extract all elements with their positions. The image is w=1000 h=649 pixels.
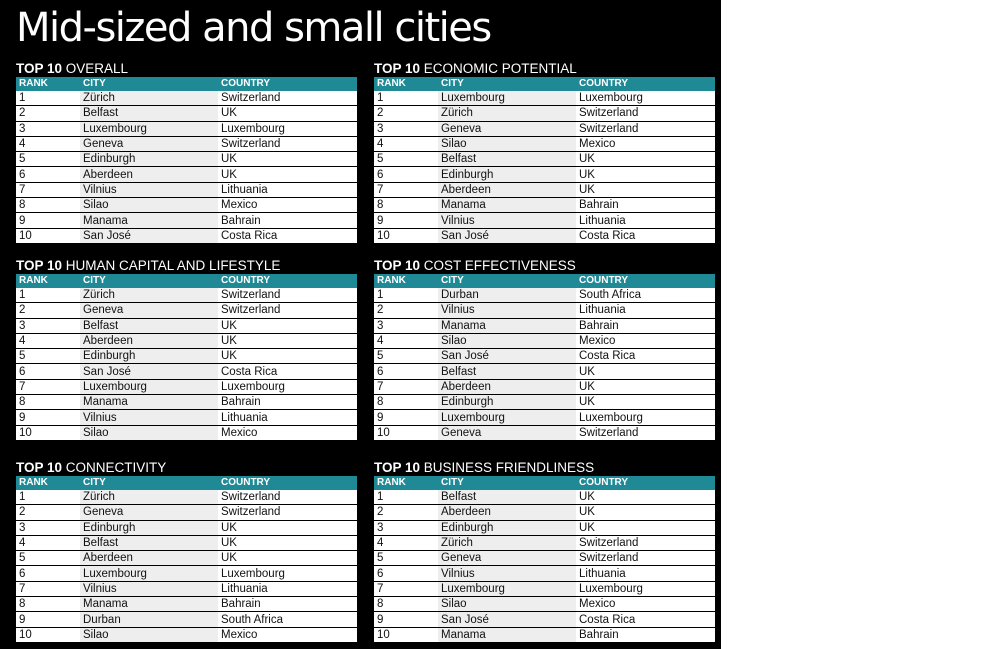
table-row bbox=[16, 106, 357, 121]
table-header-row bbox=[16, 77, 357, 91]
country-cell: Mexico bbox=[218, 425, 357, 440]
country-cell: UK bbox=[218, 333, 357, 348]
country-column-header: COUNTRY bbox=[218, 77, 357, 91]
country-cell: UK bbox=[576, 490, 715, 505]
rank-cell: 6 bbox=[16, 364, 80, 379]
rank-cell: 1 bbox=[374, 490, 438, 505]
rank-cell: 6 bbox=[16, 566, 80, 581]
table-row bbox=[16, 395, 357, 410]
city-cell: Manama bbox=[80, 597, 218, 612]
table-row bbox=[374, 182, 715, 197]
country-column-header: COUNTRY bbox=[576, 476, 715, 490]
table-heading-tag: TOP 10 bbox=[374, 460, 421, 475]
table-heading-tag: TOP 10 bbox=[16, 258, 63, 273]
rank-cell: 6 bbox=[374, 566, 438, 581]
rank-cell: 1 bbox=[16, 91, 80, 106]
table-row bbox=[374, 425, 715, 440]
country-cell: Switzerland bbox=[218, 303, 357, 318]
city-cell: Luxembourg bbox=[80, 379, 218, 394]
table-row bbox=[16, 520, 357, 535]
table-row bbox=[374, 318, 715, 333]
city-cell: Manama bbox=[80, 213, 218, 228]
table-row bbox=[16, 152, 357, 167]
city-column-header: CITY bbox=[438, 77, 576, 91]
city-cell: Aberdeen bbox=[80, 167, 218, 182]
table-row bbox=[374, 136, 715, 151]
table-header-row bbox=[16, 274, 357, 288]
city-cell: Luxembourg bbox=[80, 566, 218, 581]
table-heading bbox=[374, 258, 715, 274]
rank-cell: 1 bbox=[16, 288, 80, 303]
city-cell: Geneva bbox=[438, 551, 576, 566]
table-row bbox=[374, 535, 715, 550]
table-row bbox=[16, 198, 357, 213]
city-cell: Manama bbox=[438, 318, 576, 333]
city-cell: Vilnius bbox=[438, 566, 576, 581]
country-cell: Bahrain bbox=[576, 198, 715, 213]
rank-cell: 3 bbox=[374, 520, 438, 535]
city-cell: Edinburgh bbox=[80, 152, 218, 167]
country-cell: Switzerland bbox=[576, 425, 715, 440]
country-cell: South Africa bbox=[218, 612, 357, 627]
rank-cell: 4 bbox=[16, 136, 80, 151]
ranking-table bbox=[374, 476, 715, 643]
rank-cell: 5 bbox=[374, 349, 438, 364]
city-cell: Zürich bbox=[80, 288, 218, 303]
rank-column-header: RANK bbox=[16, 476, 80, 490]
city-cell: Edinburgh bbox=[80, 520, 218, 535]
city-cell: Geneva bbox=[438, 425, 576, 440]
table-row bbox=[374, 627, 715, 642]
country-column-header: COUNTRY bbox=[576, 274, 715, 288]
country-cell: Mexico bbox=[218, 627, 357, 642]
country-cell: Mexico bbox=[218, 198, 357, 213]
table-row bbox=[16, 288, 357, 303]
table-row bbox=[16, 349, 357, 364]
city-cell: Edinburgh bbox=[438, 395, 576, 410]
table-row bbox=[16, 136, 357, 151]
table-row bbox=[16, 612, 357, 627]
rank-cell: 6 bbox=[374, 364, 438, 379]
table-row bbox=[374, 364, 715, 379]
table-row bbox=[16, 379, 357, 394]
table-row bbox=[374, 520, 715, 535]
country-cell: Lithuania bbox=[218, 410, 357, 425]
rank-column-header: RANK bbox=[16, 77, 80, 91]
table-row bbox=[374, 152, 715, 167]
rank-cell: 5 bbox=[16, 349, 80, 364]
ranking-table bbox=[374, 77, 715, 244]
table-row bbox=[16, 228, 357, 243]
table-row bbox=[374, 612, 715, 627]
city-cell: Silao bbox=[80, 425, 218, 440]
table-row bbox=[16, 597, 357, 612]
city-cell: Vilnius bbox=[80, 410, 218, 425]
city-cell: Aberdeen bbox=[438, 182, 576, 197]
table-row bbox=[16, 167, 357, 182]
table-row bbox=[374, 228, 715, 243]
country-cell: UK bbox=[218, 349, 357, 364]
table-header-row bbox=[374, 274, 715, 288]
table-row bbox=[16, 425, 357, 440]
rank-cell: 4 bbox=[16, 535, 80, 550]
city-cell: Luxembourg bbox=[438, 91, 576, 106]
country-cell: Luxembourg bbox=[576, 91, 715, 106]
rank-cell: 4 bbox=[374, 535, 438, 550]
table-row bbox=[374, 198, 715, 213]
table-row bbox=[374, 505, 715, 520]
country-cell: Bahrain bbox=[218, 213, 357, 228]
table-row bbox=[16, 410, 357, 425]
table-row bbox=[374, 333, 715, 348]
country-cell: UK bbox=[218, 551, 357, 566]
city-cell: Zürich bbox=[80, 91, 218, 106]
rank-cell: 6 bbox=[374, 167, 438, 182]
rank-cell: 9 bbox=[374, 612, 438, 627]
table-row bbox=[16, 91, 357, 106]
country-cell: Lithuania bbox=[576, 213, 715, 228]
city-cell: Zürich bbox=[438, 535, 576, 550]
rank-cell: 8 bbox=[374, 597, 438, 612]
country-cell: UK bbox=[576, 379, 715, 394]
city-cell: Aberdeen bbox=[438, 505, 576, 520]
table-row bbox=[374, 581, 715, 596]
table-heading-subtitle: COST EFFECTIVENESS bbox=[420, 258, 576, 273]
rank-cell: 3 bbox=[16, 520, 80, 535]
city-cell: Manama bbox=[438, 627, 576, 642]
country-cell: South Africa bbox=[576, 288, 715, 303]
country-cell: Lithuania bbox=[218, 182, 357, 197]
country-cell: Lithuania bbox=[218, 581, 357, 596]
rank-cell: 10 bbox=[16, 228, 80, 243]
rank-column-header: RANK bbox=[374, 77, 438, 91]
country-cell: Switzerland bbox=[576, 551, 715, 566]
city-cell: Luxembourg bbox=[80, 121, 218, 136]
rank-cell: 3 bbox=[16, 121, 80, 136]
city-cell: Belfast bbox=[80, 535, 218, 550]
rank-cell: 7 bbox=[16, 182, 80, 197]
ranking-table-block bbox=[16, 460, 357, 643]
rank-cell: 2 bbox=[374, 505, 438, 520]
rank-cell: 7 bbox=[374, 379, 438, 394]
table-row bbox=[16, 318, 357, 333]
city-column-header: CITY bbox=[80, 476, 218, 490]
city-cell: San José bbox=[438, 612, 576, 627]
ranking-table-block bbox=[16, 258, 357, 441]
ranking-table-block bbox=[374, 61, 715, 244]
rank-cell: 8 bbox=[16, 597, 80, 612]
city-cell: Geneva bbox=[80, 505, 218, 520]
city-cell: San José bbox=[438, 228, 576, 243]
table-row bbox=[16, 182, 357, 197]
city-cell: Edinburgh bbox=[80, 349, 218, 364]
city-cell: Luxembourg bbox=[438, 410, 576, 425]
table-heading bbox=[16, 61, 357, 77]
table-heading-subtitle: BUSINESS FRIENDLINESS bbox=[420, 460, 595, 475]
table-heading bbox=[16, 258, 357, 274]
country-cell: Lithuania bbox=[576, 303, 715, 318]
rank-cell: 10 bbox=[16, 627, 80, 642]
country-cell: UK bbox=[576, 395, 715, 410]
country-cell: Luxembourg bbox=[218, 379, 357, 394]
rank-cell: 4 bbox=[374, 333, 438, 348]
country-cell: Bahrain bbox=[218, 597, 357, 612]
country-cell: Mexico bbox=[576, 333, 715, 348]
table-row bbox=[16, 566, 357, 581]
rank-cell: 2 bbox=[16, 505, 80, 520]
rank-cell: 10 bbox=[374, 228, 438, 243]
table-row bbox=[374, 121, 715, 136]
rank-cell: 2 bbox=[374, 303, 438, 318]
table-heading-subtitle: HUMAN CAPITAL AND LIFESTYLE bbox=[62, 258, 281, 273]
city-cell: Belfast bbox=[438, 152, 576, 167]
city-cell: Vilnius bbox=[438, 213, 576, 228]
country-cell: Bahrain bbox=[218, 395, 357, 410]
rank-cell: 9 bbox=[374, 213, 438, 228]
rank-cell: 4 bbox=[16, 333, 80, 348]
table-row bbox=[374, 213, 715, 228]
city-cell: Belfast bbox=[438, 364, 576, 379]
table-heading-subtitle: OVERALL bbox=[62, 61, 129, 76]
country-cell: UK bbox=[218, 152, 357, 167]
rank-cell: 7 bbox=[374, 581, 438, 596]
table-row bbox=[374, 379, 715, 394]
country-column-header: COUNTRY bbox=[218, 476, 357, 490]
ranking-table-block bbox=[16, 61, 357, 244]
ranking-table bbox=[16, 476, 357, 643]
country-cell: Bahrain bbox=[576, 627, 715, 642]
rank-cell: 9 bbox=[374, 410, 438, 425]
rank-cell: 5 bbox=[16, 152, 80, 167]
table-row bbox=[374, 395, 715, 410]
table-row bbox=[16, 535, 357, 550]
country-cell: Costa Rica bbox=[218, 228, 357, 243]
country-cell: Lithuania bbox=[576, 566, 715, 581]
ranking-table-block bbox=[374, 460, 715, 643]
rank-column-header: RANK bbox=[374, 274, 438, 288]
city-column-header: CITY bbox=[80, 77, 218, 91]
table-heading-tag: TOP 10 bbox=[374, 258, 421, 273]
city-column-header: CITY bbox=[438, 274, 576, 288]
country-cell: Switzerland bbox=[218, 288, 357, 303]
rank-cell: 8 bbox=[374, 395, 438, 410]
country-cell: Costa Rica bbox=[218, 364, 357, 379]
rank-cell: 8 bbox=[16, 395, 80, 410]
city-cell: Edinburgh bbox=[438, 167, 576, 182]
country-cell: Mexico bbox=[576, 136, 715, 151]
city-cell: Vilnius bbox=[438, 303, 576, 318]
ranking-table-block bbox=[374, 258, 715, 441]
table-row bbox=[16, 333, 357, 348]
country-cell: Switzerland bbox=[576, 535, 715, 550]
rank-cell: 2 bbox=[16, 106, 80, 121]
table-row bbox=[16, 581, 357, 596]
country-cell: UK bbox=[218, 520, 357, 535]
country-cell: Switzerland bbox=[218, 490, 357, 505]
rank-cell: 9 bbox=[16, 410, 80, 425]
city-cell: Zürich bbox=[80, 490, 218, 505]
rank-cell: 5 bbox=[374, 152, 438, 167]
city-column-header: CITY bbox=[438, 476, 576, 490]
city-cell: Edinburgh bbox=[438, 520, 576, 535]
city-cell: Belfast bbox=[438, 490, 576, 505]
table-row bbox=[374, 167, 715, 182]
table-row bbox=[374, 91, 715, 106]
country-cell: Switzerland bbox=[218, 136, 357, 151]
rank-cell: 3 bbox=[374, 318, 438, 333]
table-row bbox=[374, 410, 715, 425]
table-header-row bbox=[374, 77, 715, 91]
country-cell: UK bbox=[576, 505, 715, 520]
table-row bbox=[16, 121, 357, 136]
table-header-row bbox=[16, 476, 357, 490]
country-cell: UK bbox=[576, 182, 715, 197]
table-row bbox=[374, 288, 715, 303]
table-heading-subtitle: ECONOMIC POTENTIAL bbox=[420, 61, 577, 76]
table-heading-tag: TOP 10 bbox=[16, 61, 63, 76]
country-column-header: COUNTRY bbox=[576, 77, 715, 91]
country-cell: Switzerland bbox=[576, 106, 715, 121]
table-heading-tag: TOP 10 bbox=[374, 61, 421, 76]
city-cell: Durban bbox=[438, 288, 576, 303]
city-cell: Aberdeen bbox=[80, 551, 218, 566]
rank-cell: 7 bbox=[16, 379, 80, 394]
city-cell: Silao bbox=[438, 333, 576, 348]
city-cell: Belfast bbox=[80, 318, 218, 333]
table-row bbox=[374, 566, 715, 581]
country-cell: Costa Rica bbox=[576, 228, 715, 243]
city-cell: Geneva bbox=[80, 303, 218, 318]
country-cell: Luxembourg bbox=[576, 410, 715, 425]
table-row bbox=[374, 490, 715, 505]
city-cell: Durban bbox=[80, 612, 218, 627]
table-row bbox=[16, 490, 357, 505]
city-cell: Geneva bbox=[438, 121, 576, 136]
ranking-table bbox=[16, 274, 357, 441]
rank-cell: 1 bbox=[374, 288, 438, 303]
rank-cell: 6 bbox=[16, 167, 80, 182]
table-row bbox=[16, 551, 357, 566]
city-cell: Aberdeen bbox=[438, 379, 576, 394]
rank-cell: 5 bbox=[374, 551, 438, 566]
country-cell: UK bbox=[576, 152, 715, 167]
country-cell: UK bbox=[218, 167, 357, 182]
city-cell: Zürich bbox=[438, 106, 576, 121]
city-cell: Manama bbox=[80, 395, 218, 410]
city-cell: Belfast bbox=[80, 106, 218, 121]
rank-cell: 8 bbox=[374, 198, 438, 213]
country-cell: Switzerland bbox=[218, 91, 357, 106]
table-header-row bbox=[374, 476, 715, 490]
rank-cell: 3 bbox=[16, 318, 80, 333]
table-row bbox=[374, 551, 715, 566]
rank-cell: 10 bbox=[374, 425, 438, 440]
ranking-table bbox=[16, 77, 357, 244]
city-cell: Vilnius bbox=[80, 581, 218, 596]
city-cell: San José bbox=[80, 228, 218, 243]
table-heading bbox=[374, 460, 715, 476]
table-row bbox=[16, 303, 357, 318]
country-cell: Costa Rica bbox=[576, 349, 715, 364]
country-cell: Luxembourg bbox=[576, 581, 715, 596]
rank-cell: 7 bbox=[16, 581, 80, 596]
rank-cell: 8 bbox=[16, 198, 80, 213]
rank-cell: 9 bbox=[16, 213, 80, 228]
rank-cell: 2 bbox=[374, 106, 438, 121]
country-cell: UK bbox=[218, 535, 357, 550]
table-heading bbox=[374, 61, 715, 77]
city-cell: Aberdeen bbox=[80, 333, 218, 348]
country-cell: Mexico bbox=[576, 597, 715, 612]
table-heading bbox=[16, 460, 357, 476]
city-cell: San José bbox=[438, 349, 576, 364]
city-cell: Silao bbox=[438, 597, 576, 612]
city-cell: Manama bbox=[438, 198, 576, 213]
country-cell: Costa Rica bbox=[576, 612, 715, 627]
rank-column-header: RANK bbox=[16, 274, 80, 288]
rank-cell: 3 bbox=[374, 121, 438, 136]
country-cell: Luxembourg bbox=[218, 566, 357, 581]
rank-cell: 5 bbox=[16, 551, 80, 566]
country-cell: UK bbox=[576, 167, 715, 182]
city-cell: Luxembourg bbox=[438, 581, 576, 596]
city-cell: San José bbox=[80, 364, 218, 379]
rank-cell: 4 bbox=[374, 136, 438, 151]
city-cell: Silao bbox=[80, 627, 218, 642]
ranking-table bbox=[374, 274, 715, 441]
table-row bbox=[16, 213, 357, 228]
country-cell: UK bbox=[576, 364, 715, 379]
rank-cell: 10 bbox=[374, 627, 438, 642]
table-row bbox=[374, 303, 715, 318]
table-heading-subtitle: CONNECTIVITY bbox=[62, 460, 167, 475]
city-column-header: CITY bbox=[80, 274, 218, 288]
table-row bbox=[16, 627, 357, 642]
city-cell: Silao bbox=[80, 198, 218, 213]
table-row bbox=[374, 597, 715, 612]
city-cell: Silao bbox=[438, 136, 576, 151]
rank-cell: 2 bbox=[16, 303, 80, 318]
country-column-header: COUNTRY bbox=[218, 274, 357, 288]
rank-cell: 9 bbox=[16, 612, 80, 627]
city-cell: Geneva bbox=[80, 136, 218, 151]
table-row bbox=[16, 364, 357, 379]
rank-cell: 10 bbox=[16, 425, 80, 440]
country-cell: Luxembourg bbox=[218, 121, 357, 136]
rank-cell: 7 bbox=[374, 182, 438, 197]
country-cell: UK bbox=[576, 520, 715, 535]
city-cell: Vilnius bbox=[80, 182, 218, 197]
country-cell: Switzerland bbox=[218, 505, 357, 520]
country-cell: UK bbox=[218, 106, 357, 121]
country-cell: Bahrain bbox=[576, 318, 715, 333]
table-heading-tag: TOP 10 bbox=[16, 460, 63, 475]
country-cell: Switzerland bbox=[576, 121, 715, 136]
table-row bbox=[374, 106, 715, 121]
rank-column-header: RANK bbox=[374, 476, 438, 490]
table-row bbox=[16, 505, 357, 520]
page-title: Mid-sized and small cities bbox=[16, 5, 491, 51]
rank-cell: 1 bbox=[374, 91, 438, 106]
table-row bbox=[374, 349, 715, 364]
country-cell: UK bbox=[218, 318, 357, 333]
rank-cell: 1 bbox=[16, 490, 80, 505]
